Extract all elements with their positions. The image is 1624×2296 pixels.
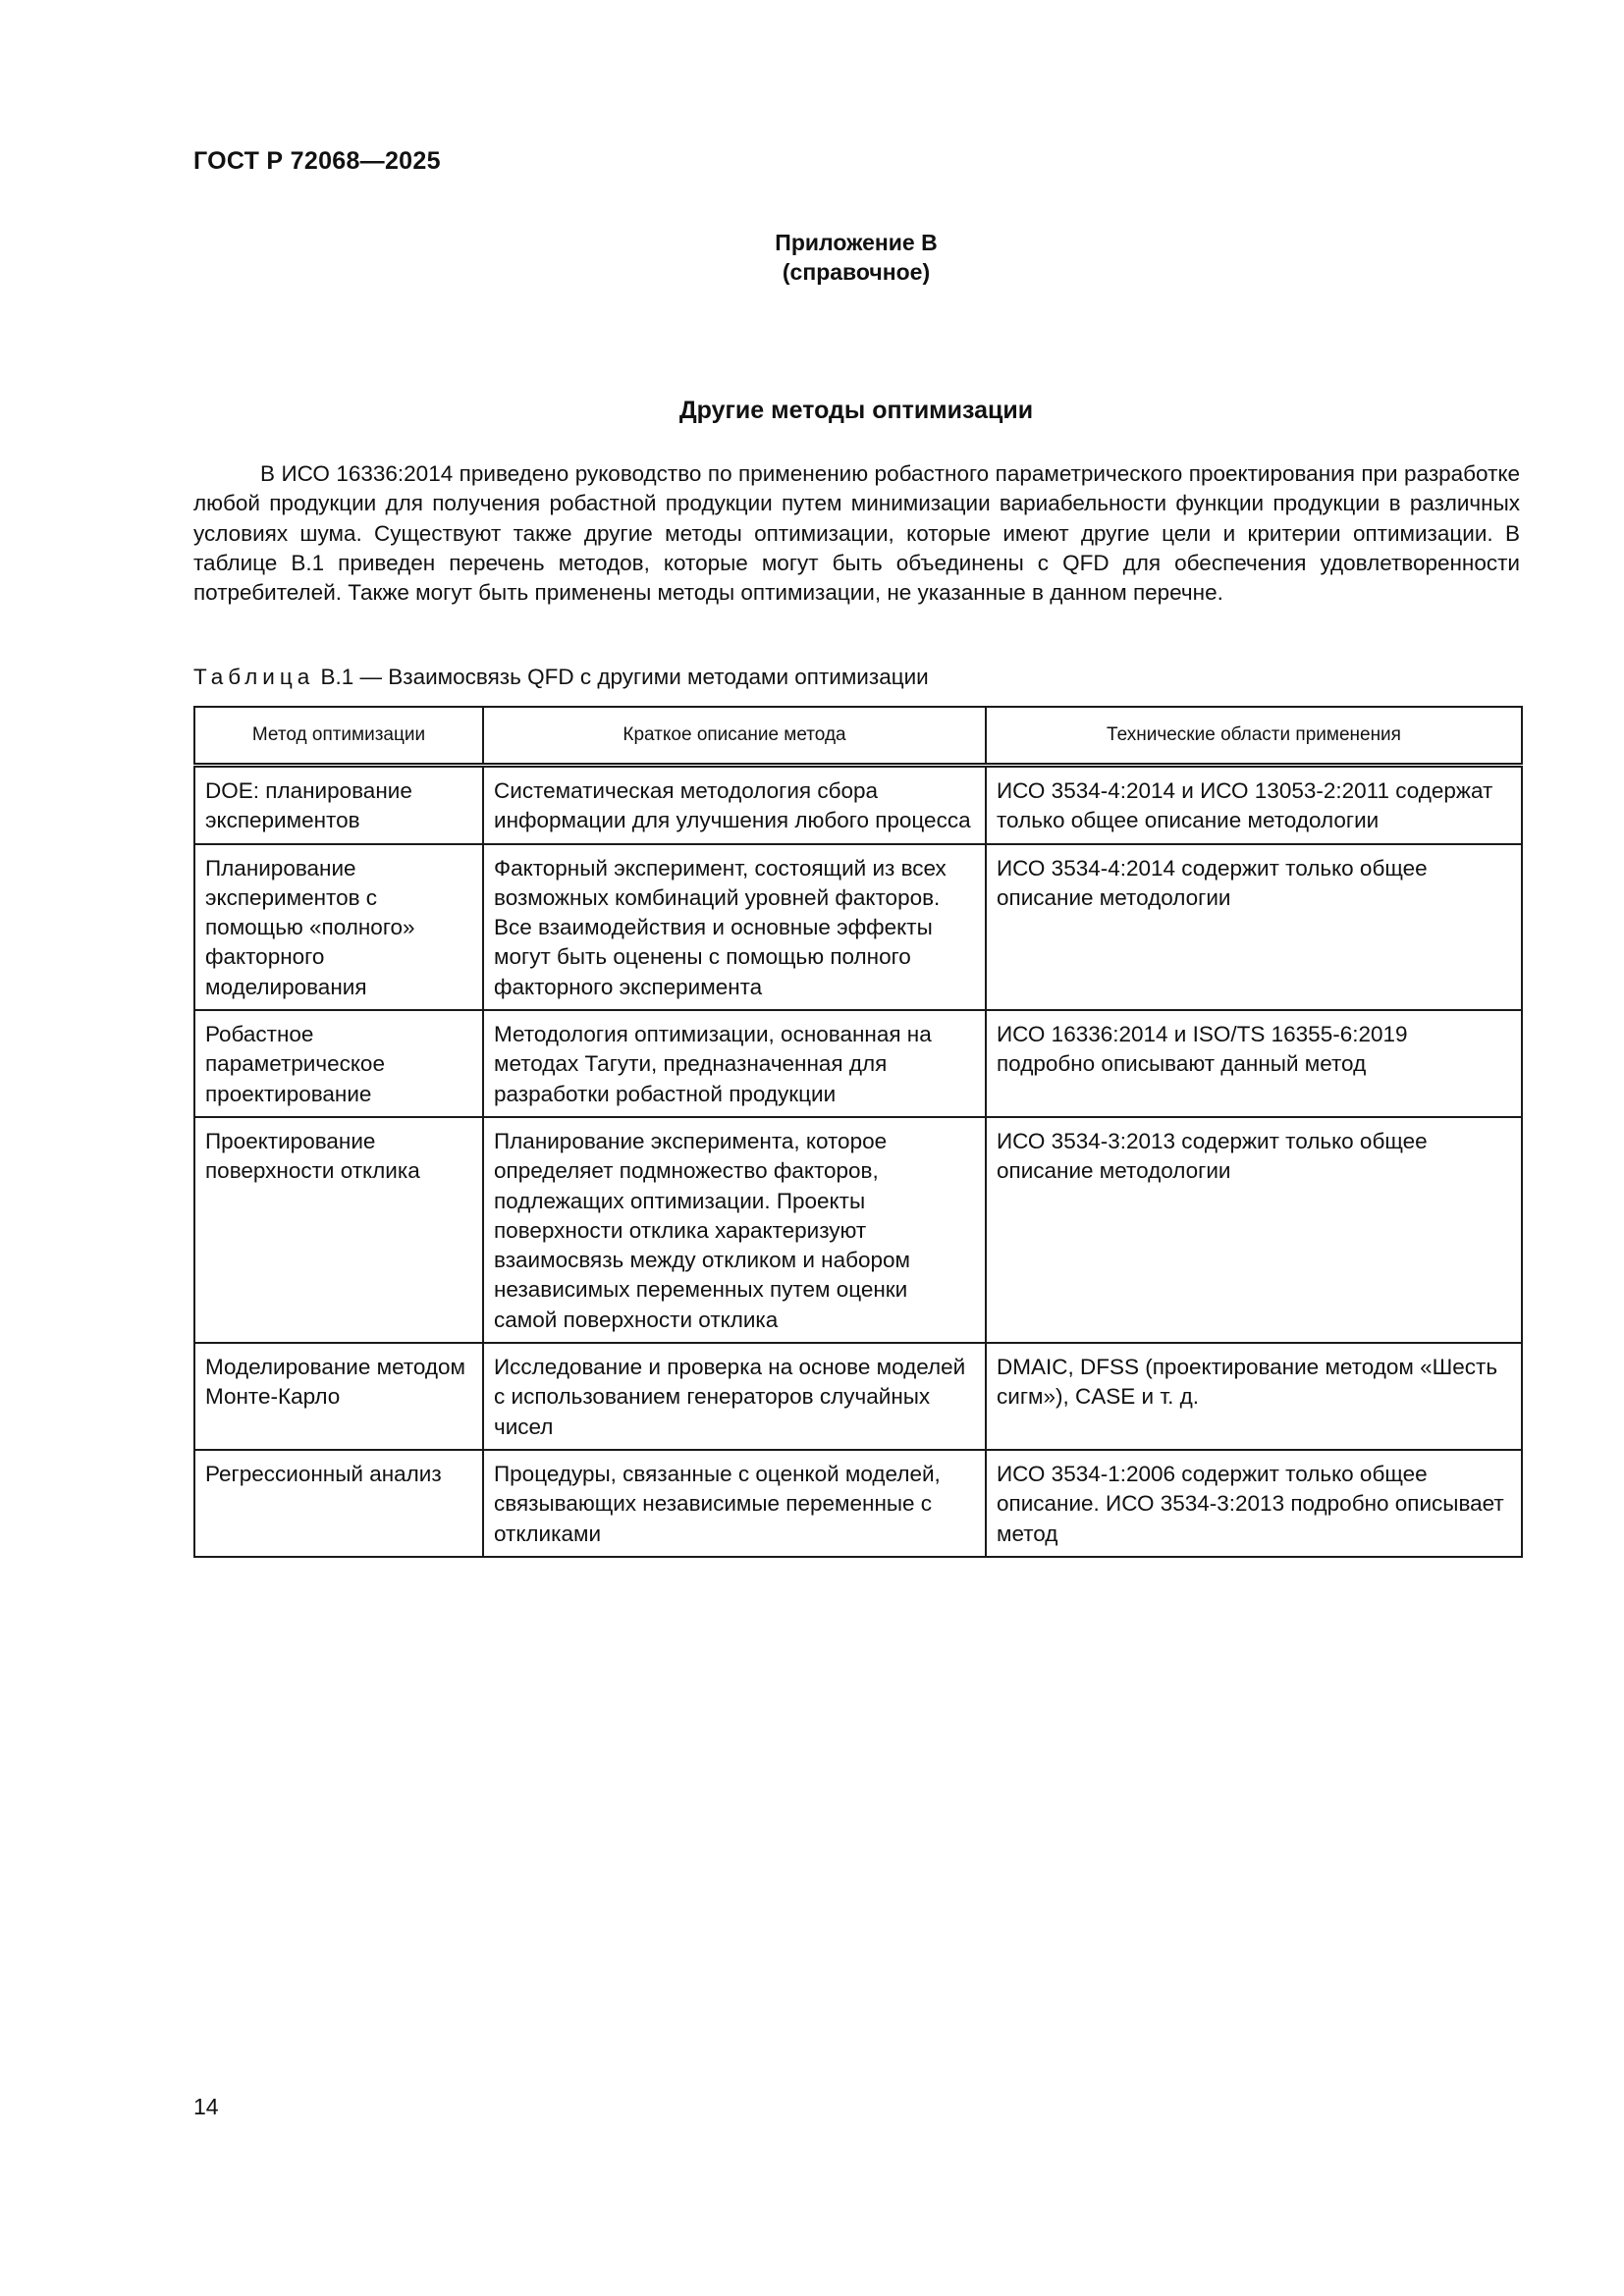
cell-areas: ИСО 16336:2014 и ISO/TS 16355-6:2019 подробно описывают данный метод: [986, 1010, 1522, 1117]
column-header-areas: Технические области применения: [986, 707, 1522, 766]
document-code: ГОСТ Р 72068—2025: [193, 147, 441, 175]
cell-method: Проектирование поверхности отклика: [194, 1117, 483, 1343]
section-paragraph: В ИСО 16336:2014 приведено руководство по применению робастного параметрического проектирования при разработке любой продукции для получения робастной продукции путем минимизации вариабельности функции продукции в различных условиях шума. Существуют также другие методы оптимизации, которые имеют другие цели и критерии оптимизации. В таблице В.1 приведен перечень методов, которые могут быть объединены с QFD для обеспечения удовлетворенности потребителей. Также могут быть применены методы оптимизации, не указанные в данном перечне.: [193, 461, 1520, 606]
table-caption-text: В.1 — Взаимосвязь QFD с другими методами оптимизации: [320, 665, 929, 689]
table-row: [194, 1343, 1522, 1450]
cell-areas: DMAIC, DFSS (проектирование методом «Шесть сигм»), CASE и т. д.: [986, 1343, 1522, 1450]
cell-method: DOE: планирование экспериментов: [194, 766, 483, 844]
cell-method: Регрессионный анализ: [194, 1450, 483, 1557]
cell-description: Планирование эксперимента, которое определяет подмножество факторов, подлежащих оптимизации. Проекты поверхности отклика характеризуют взаимосвязь между откликом и набором независимых переменных путем оценки самой поверхности отклика: [483, 1117, 986, 1343]
page-number: 14: [193, 2094, 219, 2119]
table-header-row: [194, 707, 1522, 766]
cell-description: Методология оптимизации, основанная на методах Тагути, предназначенная для разработки робастной продукции: [483, 1010, 986, 1117]
cell-description: Факторный эксперимент, состоящий из всех возможных комбинаций уровней факторов. Все взаимодействия и основные эффекты могут быть оценены с помощью полного факторного эксперимента: [483, 844, 986, 1010]
table-caption: [193, 665, 929, 690]
cell-description: Исследование и проверка на основе моделей с использованием генераторов случайных чисел: [483, 1343, 986, 1450]
column-header-method: Метод оптимизации: [194, 707, 483, 766]
table-row: [194, 766, 1522, 844]
annex-type: (справочное): [782, 259, 931, 285]
cell-areas: ИСО 3534-4:2014 содержит только общее описание методологии: [986, 844, 1522, 1010]
methods-table: [193, 706, 1523, 1558]
cell-areas: ИСО 3534-3:2013 содержит только общее описание методологии: [986, 1117, 1522, 1343]
table-caption-label: Таблица: [193, 665, 315, 689]
table-row: [194, 1450, 1522, 1557]
annex-title: Приложение В: [775, 230, 938, 255]
cell-method: Моделирование методом Монте-Карло: [194, 1343, 483, 1450]
cell-method: Робастное параметрическое проектирование: [194, 1010, 483, 1117]
cell-description: Систематическая методология сбора информации для улучшения любого процесса: [483, 766, 986, 844]
table-row: [194, 1010, 1522, 1117]
cell-areas: ИСО 3534-1:2006 содержит только общее описание. ИСО 3534-3:2013 подробно описывает метод: [986, 1450, 1522, 1557]
column-header-description: Краткое описание метода: [483, 707, 986, 766]
section-title: Другие методы оптимизации: [678, 397, 1034, 424]
cell-areas: ИСО 3534-4:2014 и ИСО 13053-2:2011 содержат только общее описание методологии: [986, 766, 1522, 844]
table-row: [194, 844, 1522, 1010]
cell-method: Планирование экспериментов с помощью «полного» факторного моделирования: [194, 844, 483, 1010]
annex-heading: [193, 228, 1519, 287]
table-row: [194, 1117, 1522, 1343]
cell-description: Процедуры, связанные с оценкой моделей, связывающих независимые переменные с откликами: [483, 1450, 986, 1557]
